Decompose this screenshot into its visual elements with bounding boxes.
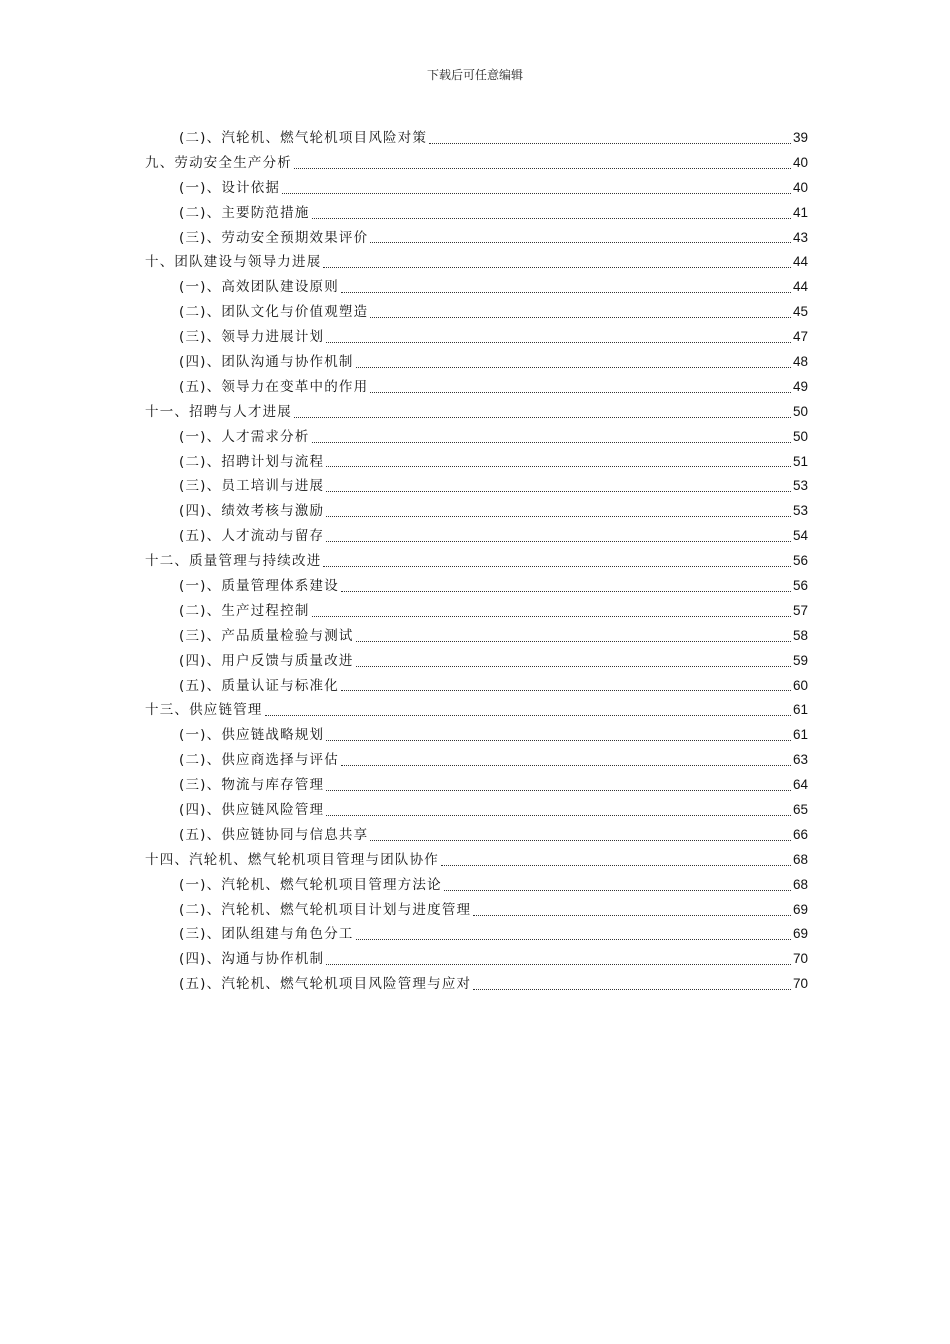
- toc-dot-leader: [341, 292, 791, 293]
- toc-entry-page-number: 44: [792, 279, 808, 295]
- toc-section-entry[interactable]: [145, 275, 808, 300]
- toc-dot-leader: [356, 666, 791, 667]
- toc-entry-page-number: 65: [792, 802, 808, 818]
- toc-entry-page-number: 60: [792, 677, 808, 693]
- toc-dot-leader: [370, 317, 791, 318]
- toc-entry-page-number: 54: [792, 528, 808, 544]
- toc-section-entry[interactable]: [145, 126, 808, 151]
- toc-dot-leader: [370, 392, 791, 393]
- toc-dot-leader: [294, 168, 791, 169]
- toc-section-entry[interactable]: [145, 425, 808, 450]
- toc-entry-title: (三)、劳动安全预期效果评价: [179, 229, 369, 246]
- toc-entry-title: 十一、招聘与人才进展: [145, 403, 292, 420]
- toc-entry-title: (二)、主要防范措施: [179, 204, 310, 221]
- toc-entry-page-number: 61: [792, 702, 808, 718]
- toc-entry-title: (一)、设计依据: [179, 179, 281, 196]
- toc-entry-page-number: 53: [792, 478, 808, 494]
- toc-entry-page-number: 50: [792, 403, 808, 419]
- toc-dot-leader: [312, 616, 791, 617]
- toc-dot-leader: [326, 466, 791, 467]
- toc-entry-page-number: 66: [792, 826, 808, 842]
- toc-dot-leader: [444, 890, 791, 891]
- toc-entry-page-number: 69: [792, 926, 808, 942]
- toc-entry-title: (四)、沟通与协作机制: [179, 951, 325, 968]
- toc-chapter-entry[interactable]: [145, 698, 808, 723]
- toc-section-entry[interactable]: [145, 649, 808, 674]
- toc-dot-leader: [370, 242, 791, 243]
- toc-section-entry[interactable]: [145, 823, 808, 848]
- toc-chapter-entry[interactable]: [145, 151, 808, 176]
- toc-dot-leader: [356, 939, 791, 940]
- toc-dot-leader: [312, 218, 791, 219]
- toc-dot-leader: [341, 690, 791, 691]
- toc-entry-title: (五)、人才流动与留存: [179, 528, 325, 545]
- toc-chapter-entry[interactable]: [145, 848, 808, 873]
- toc-entry-title: (二)、招聘计划与流程: [179, 453, 325, 470]
- toc-entry-page-number: 61: [792, 727, 808, 743]
- toc-dot-leader: [282, 193, 791, 194]
- toc-entry-title: (二)、汽轮机、燃气轮机项目计划与进度管理: [179, 901, 472, 918]
- toc-entry-page-number: 47: [792, 329, 808, 345]
- toc-dot-leader: [441, 865, 791, 866]
- toc-entry-title: (五)、质量认证与标准化: [179, 677, 339, 694]
- toc-entry-title: (三)、员工培训与进展: [179, 478, 325, 495]
- toc-entry-page-number: 53: [792, 503, 808, 519]
- toc-section-entry[interactable]: [145, 674, 808, 699]
- toc-section-entry[interactable]: [145, 873, 808, 898]
- toc-dot-leader: [294, 417, 791, 418]
- toc-section-entry[interactable]: [145, 773, 808, 798]
- toc-entry-page-number: 49: [792, 378, 808, 394]
- toc-entry-title: (一)、供应链战略规划: [179, 727, 325, 744]
- toc-section-entry[interactable]: [145, 898, 808, 923]
- toc-entry-title: (四)、团队沟通与协作机制: [179, 354, 354, 370]
- page-header: 下载后可任意编辑: [426, 68, 523, 82]
- toc-entry-page-number: 56: [792, 578, 808, 594]
- toc-dot-leader: [312, 442, 791, 443]
- toc-entry-page-number: 68: [792, 851, 808, 867]
- toc-entry-title: (一)、人才需求分析: [179, 428, 310, 445]
- toc-entry-page-number: 50: [792, 428, 808, 444]
- toc-entry-title: 十二、质量管理与持续改进: [145, 553, 322, 570]
- toc-entry-page-number: 69: [792, 901, 808, 917]
- toc-entry-title: (二)、汽轮机、燃气轮机项目风险对策: [179, 129, 428, 146]
- toc-section-entry[interactable]: [145, 350, 808, 375]
- toc-section-entry[interactable]: [145, 226, 808, 251]
- toc-dot-leader: [326, 491, 791, 492]
- toc-entry-title: (二)、生产过程控制: [179, 602, 310, 619]
- toc-section-entry[interactable]: [145, 176, 808, 201]
- toc-chapter-entry[interactable]: [145, 400, 808, 425]
- toc-entry-page-number: 48: [792, 354, 808, 369]
- toc-dot-leader: [265, 715, 791, 716]
- toc-entry-title: (一)、质量管理体系建设: [179, 578, 339, 595]
- toc-entry-title: (五)、领导力在变革中的作用: [179, 378, 369, 395]
- toc-entry-page-number: 44: [792, 254, 808, 270]
- toc-dot-leader: [341, 765, 791, 766]
- toc-dot-leader: [326, 516, 791, 517]
- toc-section-entry[interactable]: [145, 474, 808, 499]
- toc-entry-page-number: 51: [792, 453, 808, 469]
- toc-entry-page-number: 41: [792, 204, 808, 220]
- toc-entry-title: (三)、领导力进展计划: [179, 329, 325, 346]
- toc-section-entry[interactable]: [145, 748, 808, 773]
- toc-section-entry[interactable]: [145, 624, 808, 649]
- toc-entry-page-number: 57: [792, 602, 808, 618]
- toc-entry-page-number: 43: [792, 229, 808, 245]
- toc-dot-leader: [326, 740, 791, 741]
- toc-entry-page-number: 40: [792, 179, 808, 195]
- toc-entry-title: (一)、汽轮机、燃气轮机项目管理方法论: [179, 876, 442, 893]
- toc-entry-page-number: 64: [792, 777, 808, 793]
- toc-section-entry[interactable]: [145, 798, 808, 823]
- toc-entry-page-number: 59: [792, 652, 808, 668]
- toc-section-entry[interactable]: [145, 723, 808, 748]
- toc-entry-title: (五)、汽轮机、燃气轮机项目风险管理与应对: [179, 976, 472, 993]
- toc-entry-title: (三)、物流与库存管理: [179, 777, 325, 794]
- toc-entry-title: (四)、用户反馈与质量改进: [179, 652, 354, 669]
- toc-section-entry[interactable]: [145, 201, 808, 226]
- toc-entry-title: (二)、团队文化与价值观塑造: [179, 304, 369, 321]
- toc-entry-page-number: 39: [792, 129, 808, 145]
- toc-dot-leader: [429, 143, 791, 144]
- toc-section-entry[interactable]: [145, 450, 808, 475]
- toc-dot-leader: [356, 367, 791, 368]
- toc-entry-title: (一)、高效团队建设原则: [179, 279, 339, 296]
- toc-entry-page-number: 70: [792, 951, 808, 967]
- toc-section-entry[interactable]: [145, 972, 808, 997]
- toc-entry-title: (五)、供应链协同与信息共享: [179, 826, 369, 843]
- toc-section-entry[interactable]: [145, 524, 808, 549]
- toc-section-entry[interactable]: [145, 599, 808, 624]
- toc-dot-leader: [370, 840, 791, 841]
- toc-section-entry[interactable]: [145, 499, 808, 524]
- toc-entry-page-number: 40: [792, 154, 808, 170]
- toc-dot-leader: [356, 641, 791, 642]
- toc-entry-title: 十、团队建设与领导力进展: [145, 254, 322, 271]
- toc-entry-page-number: 68: [792, 876, 808, 892]
- toc-entry-title: 十三、供应链管理: [145, 702, 263, 719]
- toc-section-entry[interactable]: [145, 574, 808, 599]
- toc-entry-title: (三)、产品质量检验与测试: [179, 627, 354, 644]
- toc-entry-page-number: 58: [792, 627, 808, 643]
- toc-section-entry[interactable]: [145, 325, 808, 350]
- toc-entry-title: (四)、绩效考核与激励: [179, 503, 325, 520]
- toc-section-entry[interactable]: [145, 375, 808, 400]
- toc-section-entry[interactable]: [145, 923, 808, 948]
- toc-entry-title: (三)、团队组建与角色分工: [179, 926, 354, 943]
- toc-entry-title: 十四、汽轮机、燃气轮机项目管理与团队协作: [145, 851, 439, 868]
- toc-entry-title: (二)、供应商选择与评估: [179, 752, 339, 769]
- table-of-contents: [145, 126, 808, 997]
- toc-dot-leader: [323, 566, 791, 567]
- toc-entry-page-number: 63: [792, 752, 808, 768]
- toc-chapter-entry[interactable]: [145, 549, 808, 574]
- toc-dot-leader: [323, 267, 791, 268]
- toc-entry-page-number: 70: [792, 976, 808, 992]
- toc-dot-leader: [341, 591, 791, 592]
- toc-entry-title: (四)、供应链风险管理: [179, 802, 325, 819]
- toc-entry-page-number: 45: [792, 304, 808, 320]
- toc-dot-leader: [326, 541, 791, 542]
- toc-entry-title: 九、劳动安全生产分析: [145, 154, 292, 171]
- toc-dot-leader: [473, 915, 791, 916]
- toc-section-entry[interactable]: [145, 300, 808, 325]
- toc-dot-leader: [326, 964, 791, 965]
- toc-entry-page-number: 56: [792, 553, 808, 569]
- toc-section-entry[interactable]: [145, 947, 808, 972]
- toc-dot-leader: [326, 342, 791, 343]
- toc-chapter-entry[interactable]: [145, 250, 808, 275]
- toc-dot-leader: [473, 989, 791, 990]
- toc-dot-leader: [326, 790, 791, 791]
- toc-dot-leader: [326, 815, 791, 816]
